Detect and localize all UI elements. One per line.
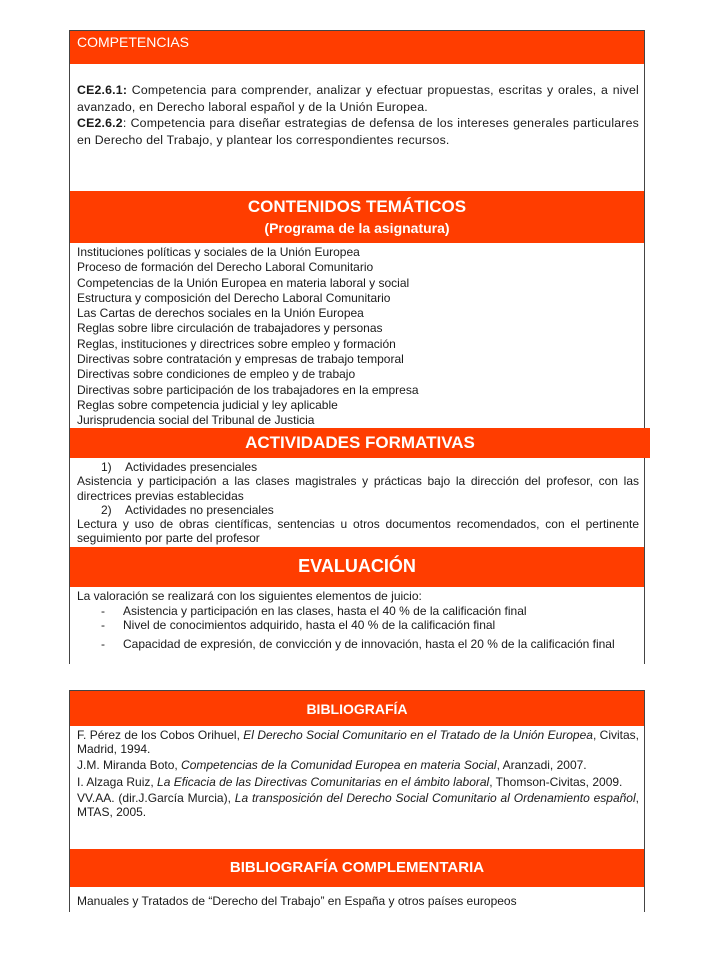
upper-table [69,30,645,664]
biblio-work: Competencias de la Comunidad Europea en materia Social [181,758,497,773]
contenido-item: Directivas sobre participación de los trabajadores en la empresa [77,382,419,397]
evaluacion-item [77,637,639,652]
contenido-item: Las Cartas de derechos sociales en la Unión Europea [77,306,364,321]
contenidos-subtitle: (Programa de la asignatura) [264,220,450,236]
competencia-text: : Competencia para diseñar estrategias de defensa de los intereses generales particulares en Derecho del Trabajo, y plantear los correspondientes recursos. [77,116,639,147]
contenidos-header [70,191,644,243]
competencias-title: COMPETENCIAS [77,34,190,50]
biblio-rest: , Thomson-Civitas, 2009. [489,774,623,789]
actividad-heading-text: Actividades no presenciales [125,502,274,517]
complementaria-title: BIBLIOGRAFÍA COMPLEMENTARIA [229,859,485,876]
contenido-item: Jurisprudencia social del Tribunal de Justicia [77,413,315,428]
evaluacion-title: EVALUACIÓN [298,556,416,576]
bullet-dash: - [101,618,105,632]
competencia-code: CE2.6.1: [77,83,128,97]
contenido-item: Directivas sobre condiciones de empleo y de trabajo [77,367,356,382]
evaluacion-item [77,618,639,633]
biblio-author: VV.AA. (dir.J.García Murcia), [77,790,235,805]
biblio-rest: , MTAS, 2005. [77,790,639,820]
lower-table [69,690,645,912]
actividades-title: ACTIVIDADES FORMATIVAS [245,433,475,452]
bullet-dash: - [101,636,105,651]
evaluacion-intro: La valoración se realizará con los siguientes elementos de juicio: [77,589,422,603]
actividades-header [70,428,650,458]
complementaria-header [70,849,644,887]
evaluacion-item-text: Capacidad de expresión, de convicción y de innovación, hasta el 20 % de la calificación final [123,636,615,651]
contenido-item: Reglas sobre competencia judicial y ley aplicable [77,397,338,412]
competencias-header [70,31,644,64]
bibliografia-list [77,728,639,819]
competencia-item [77,82,639,115]
actividad-heading [77,460,639,474]
contenido-item: Reglas sobre libre circulación de trabajadores y personas [77,321,383,336]
biblio-work: El Derecho Social Comunitario en el Tratado de la Unión Europea [243,728,593,742]
bibliografia-item [77,775,639,789]
evaluacion-header [70,547,644,587]
competencia-text: Competencia para comprender, analizar y efectuar propuestas, escritas y orales, a nivel avanzado, en Derecho laboral español y de la Unión Europea. [77,83,639,114]
contenido-item: Instituciones políticas y sociales de la Unión Europea [77,245,360,259]
bibliografia-item [77,758,639,772]
actividad-text: Asistencia y participación a las clases magistrales y prácticas bajo la dirección del profesor, con las directrices previas establecidas [77,474,639,503]
actividad-heading-text: Actividades presenciales [125,460,258,474]
contenido-item: Proceso de formación del Derecho Laboral Comunitario [77,260,374,275]
contenidos-list [77,245,639,429]
competencias-body [77,82,639,148]
bibliografia-title: BIBLIOGRAFÍA [306,701,408,717]
contenido-item: Reglas, instituciones y directrices sobre empleo y formación [77,336,396,351]
contenidos-title: CONTENIDOS TEMÁTICOS [247,197,467,216]
bibliografia-item [77,791,639,819]
evaluacion-item [77,604,639,619]
biblio-author: F. Pérez de los Cobos Orihuel, [77,728,244,742]
actividad-number: 2) [101,502,112,517]
biblio-rest: , Aranzadi, 2007. [496,758,587,773]
contenido-item: Estructura y composición del Derecho Laboral Comunitario [77,290,391,305]
complementaria-text: Manuales y Tratados de “Derecho del Trabajo” en España y otros países europeos [77,894,517,908]
competencia-code: CE2.6.2 [77,116,123,130]
evaluacion-item-text: Nivel de conocimientos adquirido, hasta el 40 % de la calificación final [123,618,496,632]
bibliografia-header [70,691,644,726]
bibliografia-item [77,728,639,756]
biblio-work: La Eficacia de las Directivas Comunitarias en el ámbito laboral [157,774,490,789]
contenido-item: Directivas sobre contratación y empresas de trabajo temporal [77,352,404,367]
bullet-dash: - [101,603,105,618]
biblio-author: I. Alzaga Ruiz, [77,774,158,789]
actividad-number: 1) [101,460,112,474]
competencia-item [77,115,639,148]
contenido-item: Competencias de la Unión Europea en materia laboral y social [77,275,410,290]
actividad-heading [77,503,639,517]
evaluacion-item-text: Asistencia y participación en las clases, hasta el 40 % de la calificación final [123,603,527,618]
biblio-work: La transposición del Derecho Social Comunitario al Ordenamiento español [234,790,636,805]
biblio-rest: , Civitas, Madrid, 1994. [77,728,639,757]
biblio-author: J.M. Miranda Boto, [77,758,182,773]
actividad-text: Lectura y uso de obras científicas, sentencias u otros documentos recomendados, con el pertinente seguimiento por parte del profesor [77,517,639,546]
actividades-body [77,460,639,546]
evaluacion-body [77,589,639,651]
complementaria-body [77,894,639,909]
